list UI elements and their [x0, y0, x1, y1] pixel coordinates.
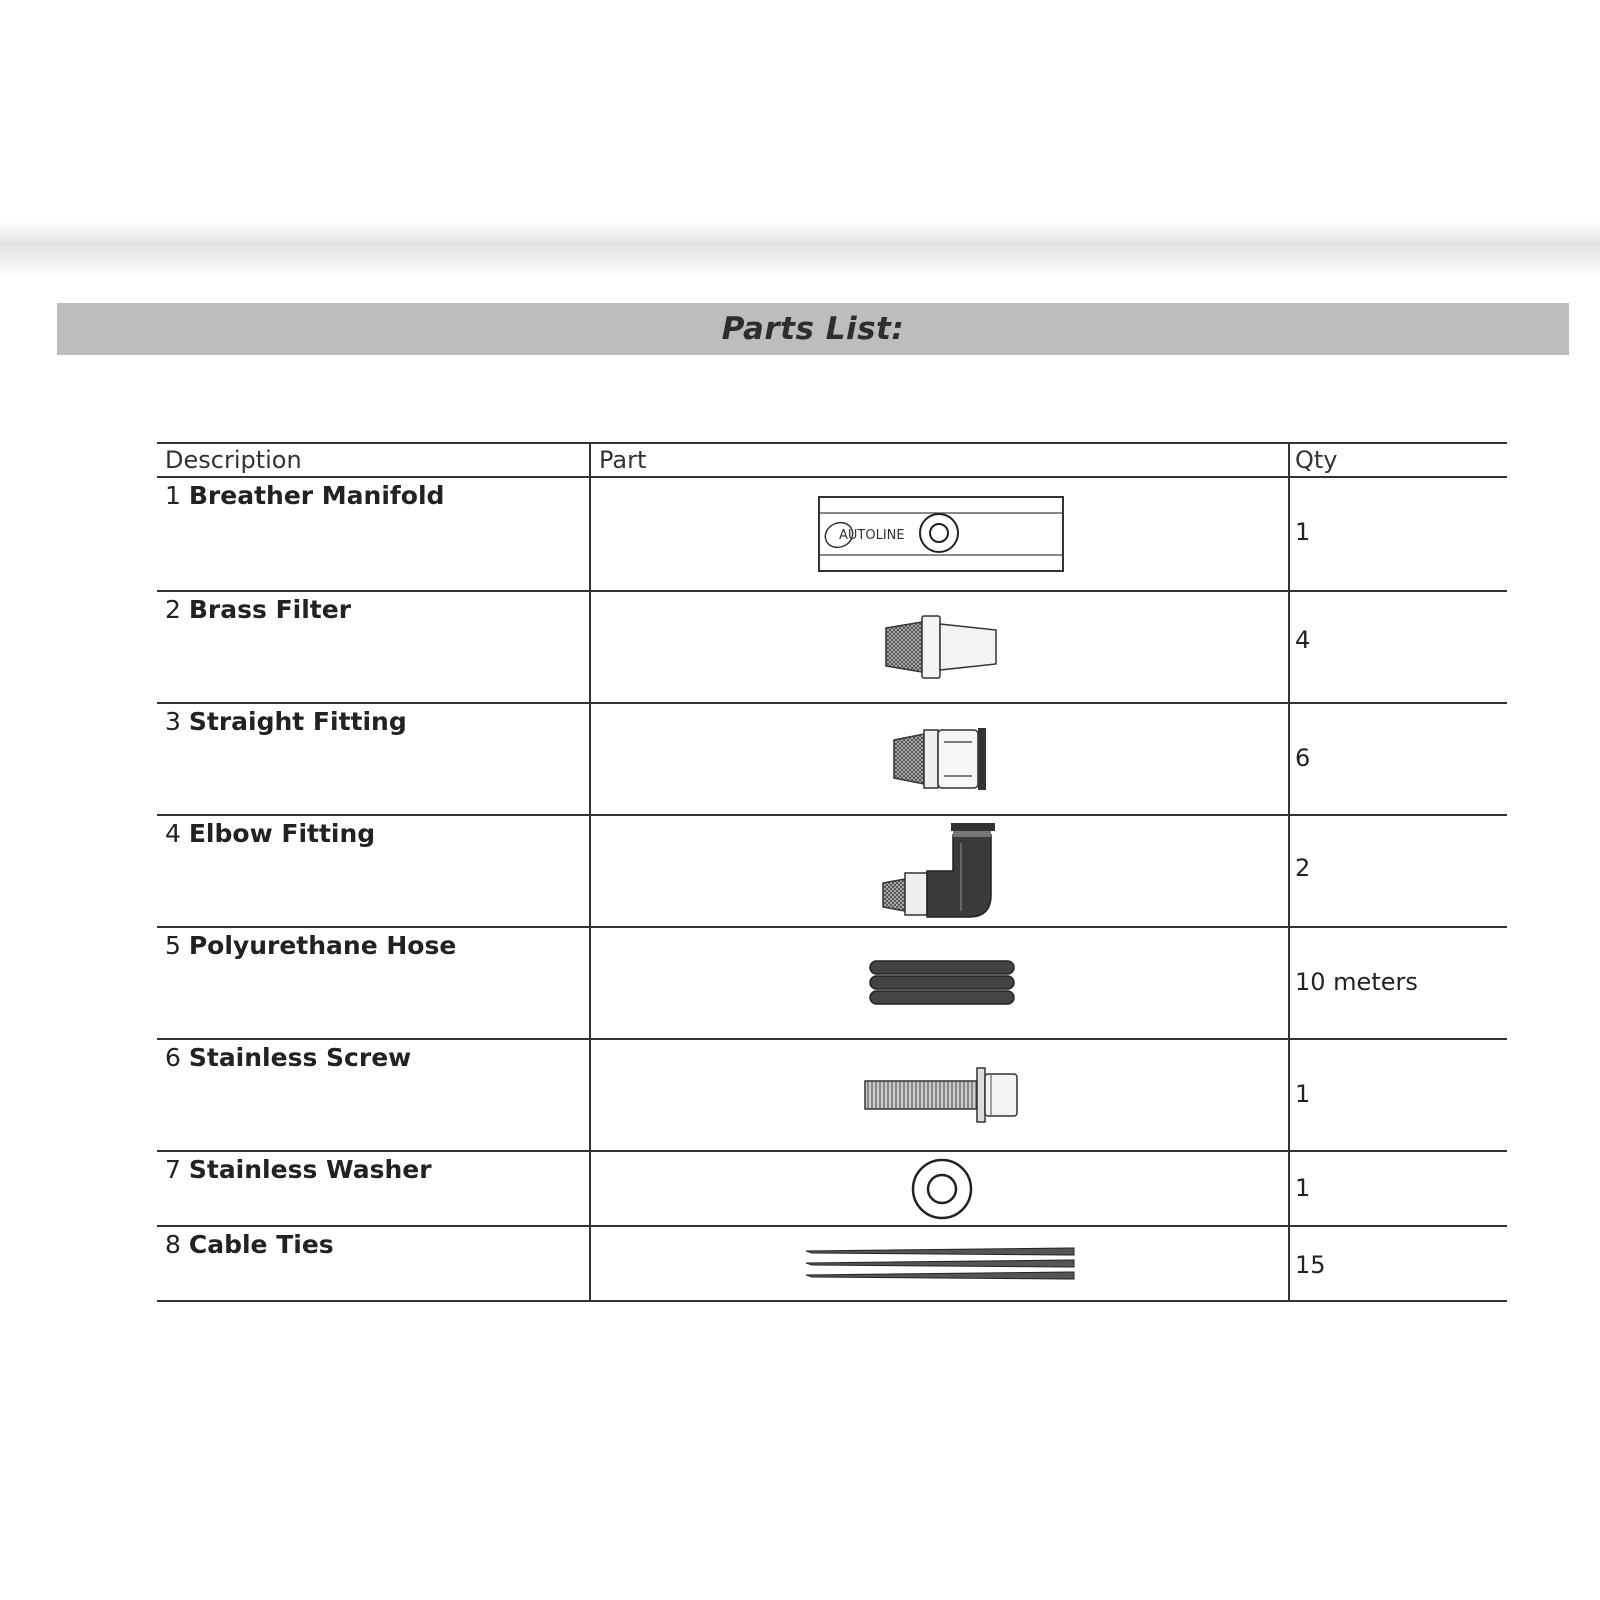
row-number: 5	[165, 931, 181, 960]
row-qty: 10 meters	[1295, 968, 1418, 996]
row-qty: 1	[1295, 1174, 1311, 1202]
row-description	[165, 1155, 432, 1184]
row-name: Elbow Fitting	[188, 819, 376, 848]
breather-manifold-icon	[593, 478, 1290, 590]
row-name: Cable Ties	[188, 1230, 334, 1259]
straight-fitting-icon	[593, 704, 1290, 814]
row-description	[165, 707, 407, 736]
row-description	[165, 819, 375, 848]
row-description	[165, 595, 351, 624]
table-row	[157, 816, 1507, 928]
header-description: Description	[165, 446, 302, 474]
header-qty: Qty	[1295, 446, 1338, 474]
row-qty: 1	[1295, 518, 1311, 546]
scan-smudge	[0, 222, 1600, 278]
page-title: Parts List:	[721, 311, 905, 347]
cable-ties-icon	[593, 1227, 1290, 1300]
row-number: 2	[165, 595, 181, 624]
table-row	[157, 478, 1507, 592]
row-qty: 4	[1295, 626, 1311, 654]
table-row	[157, 704, 1507, 816]
row-name: Stainless Washer	[188, 1155, 432, 1184]
row-number: 7	[165, 1155, 181, 1184]
row-number: 1	[165, 481, 181, 510]
row-name: Stainless Screw	[188, 1043, 412, 1072]
elbow-fitting-icon	[593, 816, 1290, 926]
row-description	[165, 1230, 334, 1259]
row-qty: 2	[1295, 854, 1311, 882]
row-name: Polyurethane Hose	[188, 931, 457, 960]
row-qty: 1	[1295, 1080, 1311, 1108]
row-qty: 6	[1295, 744, 1311, 772]
row-name: Breather Manifold	[188, 481, 445, 510]
table-row	[157, 1152, 1507, 1227]
table-row	[157, 592, 1507, 704]
column-divider	[589, 444, 591, 476]
row-qty: 15	[1295, 1251, 1326, 1279]
header-part: Part	[599, 446, 647, 474]
column-divider	[1288, 444, 1290, 476]
row-name: Brass Filter	[188, 595, 352, 624]
manifold-logo-text: AUTOLINE	[838, 528, 905, 543]
title-banner	[57, 303, 1569, 355]
parts-table	[157, 442, 1507, 1302]
row-name: Straight Fitting	[188, 707, 407, 736]
washer-icon	[593, 1152, 1290, 1225]
row-number: 8	[165, 1230, 181, 1259]
table-header	[157, 442, 1507, 478]
table-row	[157, 1040, 1507, 1152]
row-description	[165, 481, 444, 510]
hose-coil-icon	[593, 928, 1290, 1038]
row-number: 3	[165, 707, 181, 736]
row-number: 6	[165, 1043, 181, 1072]
screw-icon	[593, 1040, 1290, 1150]
table-row	[157, 928, 1507, 1040]
row-description	[165, 931, 456, 960]
brass-filter-icon	[593, 592, 1290, 702]
row-description	[165, 1043, 411, 1072]
row-number: 4	[165, 819, 181, 848]
table-row	[157, 1227, 1507, 1302]
